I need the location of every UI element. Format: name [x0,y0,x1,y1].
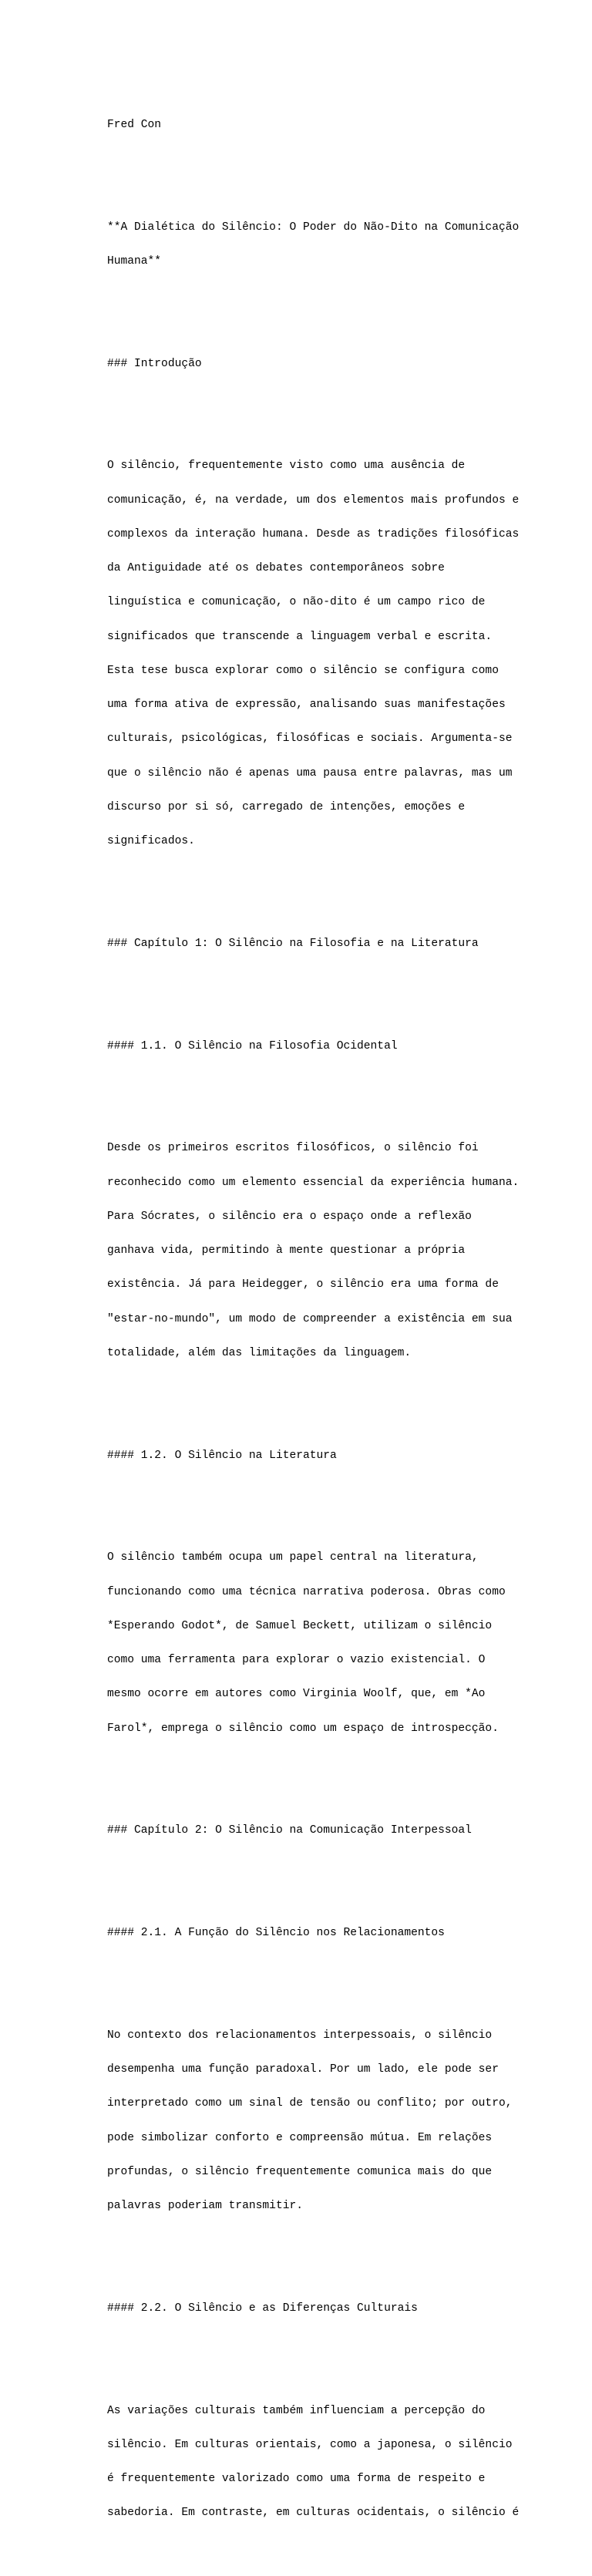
section-2-1-heading [107,1905,570,1962]
paragraph-line: significados que transcende a linguagem verbal e escrita. [107,630,493,643]
section-2-2-paragraph [107,2382,570,2542]
intro-heading [107,335,570,392]
paragraph-line: mesmo ocorre em autores como Virginia Woolf, que, em *Ao [107,1688,486,1701]
heading-text: #### 1.1. O Silêncio na Filosofia Ocidental [107,1039,398,1052]
paragraph-line: O silêncio, frequentemente visto como uma ausência de [107,460,466,473]
title-line: Humana** [107,254,162,268]
paragraph-line: complexos da interação humana. Desde as tradições filosóficas [107,527,520,540]
paragraph-line: linguística e comunicação, o não-dito é um campo rico de [107,596,486,609]
paragraph-line: como uma ferramenta para explorar o vazio existencial. O [107,1654,486,1666]
heading-text: #### 2.1. A Função do Silêncio nos Relacionamentos [107,1927,445,1939]
chapter-1-heading [107,915,570,972]
author-name: Fred Con [107,118,162,131]
paragraph-line: pode simbolizar conforto e compreensão mútua. Em relações [107,2131,493,2144]
intro-paragraph [107,438,570,870]
section-1-1-paragraph [107,1120,570,1382]
paragraph-line: sabedoria. Em contraste, em culturas ocidentais, o silêncio é [107,2507,520,2520]
document-title [107,199,570,290]
paragraph-line: Esta tese busca explorar como o silêncio se configura como [107,664,499,677]
paragraph-line: discurso por si só, carregado de intenções, emoções e [107,800,466,813]
paragraph-line: comunicação, é, na verdade, um dos elementos mais profundos e [107,493,520,507]
section-1-2-heading [107,1427,570,1484]
title-line: **A Dialética do Silêncio: O Poder do Não-Dito na Comunicação [107,221,520,234]
paragraph-line: da Antiguidade até os debates contemporâneos sobre [107,562,445,574]
paragraph-line: As variações culturais também influenciam a percepção do [107,2404,486,2417]
section-1-1-heading [107,1018,570,1075]
author-line [107,96,570,153]
heading-text: #### 2.2. O Silêncio e as Diferenças Culturais [107,2302,418,2315]
document-page [107,62,570,2576]
section-1-2-paragraph [107,1530,570,1757]
paragraph-line: desempenha uma função paradoxal. Por um lado, ele pode ser [107,2063,499,2076]
paragraph-line: é frequentemente valorizado como uma forma de respeito e [107,2473,486,2485]
heading-text: ### Capítulo 2: O Silêncio na Comunicação Interpessoal [107,1824,472,1837]
paragraph-line: funcionando como uma técnica narrativa poderosa. Obras como [107,1585,506,1598]
chapter-2-heading [107,1803,570,1860]
paragraph-line: Farol*, emprega o silêncio como um espaço de introspecção. [107,1722,499,1735]
paragraph-line: que o silêncio não é apenas uma pausa entre palavras, mas um [107,766,513,780]
section-2-1-paragraph [107,2007,570,2234]
paragraph-line: ganhava vida, permitindo à mente questionar a própria [107,1244,466,1257]
paragraph-line: culturais, psicológicas, filosóficas e sociais. Argumenta-se [107,732,513,746]
paragraph-line: *Esperando Godot*, de Samuel Beckett, utilizam o silêncio [107,1619,493,1632]
paragraph-line: Para Sócrates, o silêncio era o espaço onde a reflexão [107,1210,472,1223]
paragraph-line: totalidade, além das limitações da linguagem. [107,1346,412,1359]
paragraph-line: existência. Já para Heidegger, o silêncio era uma forma de [107,1278,499,1291]
paragraph-line: interpretado como um sinal de tensão ou conflito; por outro, [107,2097,513,2110]
heading-text: ### Introdução [107,357,202,370]
paragraph-line: palavras poderiam transmitir. [107,2200,303,2212]
paragraph-line: Desde os primeiros escritos filosóficos, o silêncio foi [107,1142,479,1155]
paragraph-line: profundas, o silêncio frequentemente comunica mais do que [107,2165,493,2178]
paragraph-line: O silêncio também ocupa um papel central na literatura, [107,1551,479,1564]
paragraph-line: No contexto dos relacionamentos interpessoais, o silêncio [107,2029,493,2042]
paragraph-line: "estar-no-mundo", um modo de compreender a existência em sua [107,1312,513,1325]
paragraph-line: silêncio. Em culturas orientais, como a japonesa, o silêncio [107,2438,513,2451]
heading-text: #### 1.2. O Silêncio na Literatura [107,1449,337,1462]
section-2-2-heading [107,2280,570,2337]
paragraph-line: significados. [107,835,195,847]
paragraph-line: reconhecido como um elemento essencial da experiência humana. [107,1176,520,1189]
paragraph-line: uma forma ativa de expressão, analisando suas manifestações [107,699,506,711]
heading-text: ### Capítulo 1: O Silêncio na Filosofia e na Literatura [107,937,479,950]
